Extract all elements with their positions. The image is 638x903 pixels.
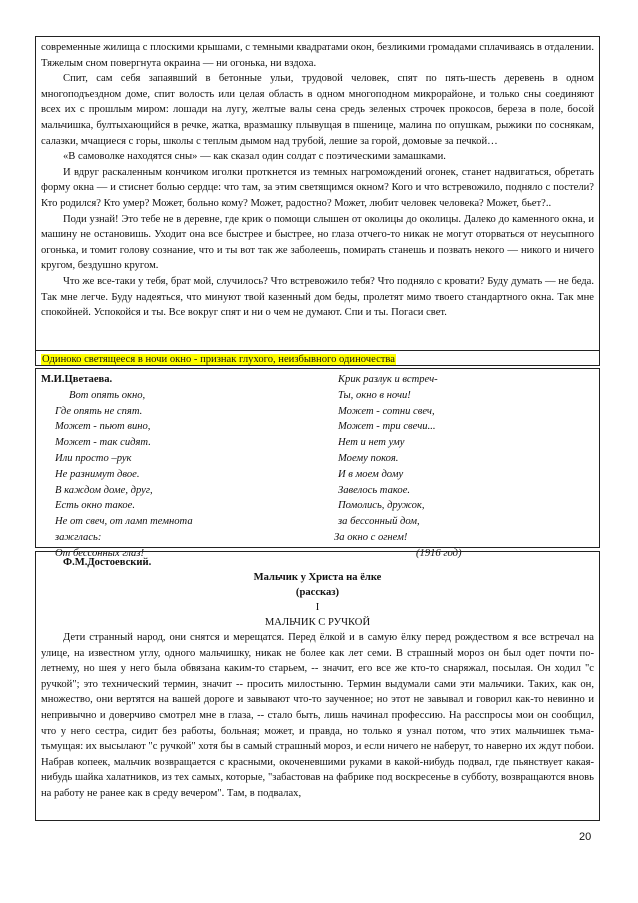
story-paragraph: Дети странный народ, они снятся и мерещатся. Перед ёлкой и в самую ёлку перед рождеством я все встречал на улице, на известном углу, одного мальчишку, никак не более как лет семи. В страшный мороз он был одет почти по-летнему, но шея у него была обвязана каким-то старьем, -- значит, его все же кто-то снаряжал, посылая. Он ходил "с ручкой"; это технический термин, значит -- просить милостыню. Термин выдумали сами эти мальчики. Таких, как он, множество, они вертятся на вашей дороге и завывают что-то заученное; но этот не завывал и говорил как-то невинно и непривычно и доверчиво смотрел мне в глаза, -- стало быть, лишь начинал профессию. На расспросы мои он сообщил, что у него сестра, сидит без работы, больная; может, и правда, но только я узнал потом, что этих мальчишек тьма-тьмущая: их высылают "с ручкой" хотя бы в самый страшный мороз, и если ничего не наберут, то наверно их ждут побои. Набрав копеек, мальчик возвращается с красными, окоченевшими руками в какой-нибудь подвал, где пьянствует какая-нибудь шайка халатников, из тех самых, которые, "забастовав на фабрике под воскресенье в субботу, возвращаются вновь на работу не ранее как в среду вечером". Там, в подвалах, bbox=[41, 632, 594, 799]
poem-line: за бессонный дом, bbox=[338, 516, 420, 528]
poem-line: Вот опять окно, bbox=[69, 389, 146, 401]
paragraph: Поди узнай! Это тебе не в деревне, где крик о помощи слышен от околицы до околицы. Далеко до каменного окна, и машину не остановишь. Уходит она все быстрее и быстрее, но глаза отчего-то никак не могут оторваться от неусыпного огонька, и томит голову сознание, что и ты вот так же заболеешь, помирать станешь и позвать некого — никого и ничего кругом, бездушно кругом. bbox=[41, 213, 594, 272]
poem-line: Не разнимут двое. bbox=[55, 468, 140, 480]
poem-line: Моему покоя. bbox=[338, 452, 399, 464]
poem-line: И в моем дому bbox=[338, 468, 404, 480]
poem-line-text: За окно с огнем! bbox=[334, 531, 408, 543]
prose-excerpt-box bbox=[35, 36, 600, 366]
poem-year: (1916 год) bbox=[416, 547, 462, 559]
poem-right-column bbox=[324, 372, 462, 562]
poem-line: Может - сотни свеч, bbox=[338, 405, 435, 417]
poem-box bbox=[35, 368, 600, 559]
poem-line: Завелось такое. bbox=[338, 484, 411, 496]
highlighted-conclusion: Одиноко светящееся в ночи окно - признак глухого, неизбывного одиночества bbox=[42, 354, 395, 365]
poem-author: М.И.Цветаева. bbox=[41, 374, 113, 385]
poem-line: Помолись, дружок, bbox=[338, 500, 425, 512]
poem-line: Или просто –рук bbox=[55, 452, 132, 464]
paragraph: современные жилища с плоскими крышами, с темными квадратами окон, безликими громадами сплачиваясь в отдалении. Тяжелым сном повергнута окраина — ни огонька, ни вздоха. bbox=[41, 42, 594, 69]
page-number: 20 bbox=[579, 831, 592, 843]
highlight-row bbox=[41, 353, 396, 367]
story-subtitle: (рассказ) bbox=[295, 587, 340, 598]
paragraph: Спит, сам себя запаявший в бетонные ульи, трудовой человек, спят по пять-шесть деревень в одном многоподъездном доме, спит волость или целая область в одном многоподном микрорайоне, и только сны соединяют всех их с прошлым миром: лошади на лугу, желтые валы сена средь зеленых строчек прокосов, береза в поле, босой мальчишка, бултыхающийся в речке, жатка, вразмашку плывущая в пшенице, малина по опушкам, рыжики по соснякам, салазки, мчащиеся с горы, школы с теплым дымом над трубой, лешие за горой, домовые за печкой… bbox=[41, 73, 594, 147]
poem-line: Где опять не спят. bbox=[55, 405, 143, 417]
paragraph: И вдруг раскаленным кончиком иголки проткнется из темных нагромождений огонек, станет надвигаться, обретать форму окна — и стиснет болью сердце: что там, за этим светящимся окном? Кого и что встревожило, подняло с постели? Кто родился? Кто умер? Может, больно кому? Может, радостно? Может, любит человек человека? Может, бьет?.. bbox=[41, 166, 594, 209]
poem-left-column bbox=[41, 372, 193, 562]
paragraph: «В самоволке находятся сны» — как сказал один солдат с поэтическими замашками. bbox=[63, 151, 446, 163]
chapter-number: I bbox=[315, 602, 320, 613]
poem-line: От бессонных глаз! bbox=[55, 547, 145, 559]
poem-line: Может - пьют вино, bbox=[55, 421, 151, 433]
story-box bbox=[35, 551, 600, 821]
poem-line: зажглась: bbox=[55, 531, 102, 543]
chapter-title: МАЛЬЧИК С РУЧКОЙ bbox=[264, 617, 371, 628]
poem-columns bbox=[41, 372, 594, 559]
poem-line bbox=[324, 530, 462, 546]
poem-line: В каждом доме, друг, bbox=[55, 484, 153, 496]
poem-line: Ты, окно в ночи! bbox=[338, 389, 411, 401]
poem-line: Может - три свечи... bbox=[338, 421, 436, 433]
paragraph: Что же все-таки у тебя, брат мой, случилось? Что встревожило тебя? Что подняло с кровати? Буду думать — не беда. Так мне легче. Буду надеяться, что минуют твой казенный дом беды, пролетят мимо твоего стандартного окна. Так мне спокойней. Успокойся и ты. Все вокруг спят и ни о чем не думают. Спи и ты. Погаси свет. bbox=[41, 275, 594, 319]
poem-line: Крик разлук и встреч- bbox=[338, 374, 438, 385]
poem-line: Есть окно такое. bbox=[55, 500, 136, 512]
divider bbox=[36, 350, 599, 351]
prose-paragraphs bbox=[41, 40, 594, 321]
poem-line: Может - так сидят. bbox=[55, 437, 151, 449]
poem-line: Нет и нет уму bbox=[338, 437, 405, 449]
story-author: Ф.М.Достоевский. bbox=[63, 557, 152, 568]
story-title: Мальчик у Христа на ёлке bbox=[253, 572, 382, 583]
poem-line: Не от свеч, от ламп темнота bbox=[55, 516, 193, 528]
